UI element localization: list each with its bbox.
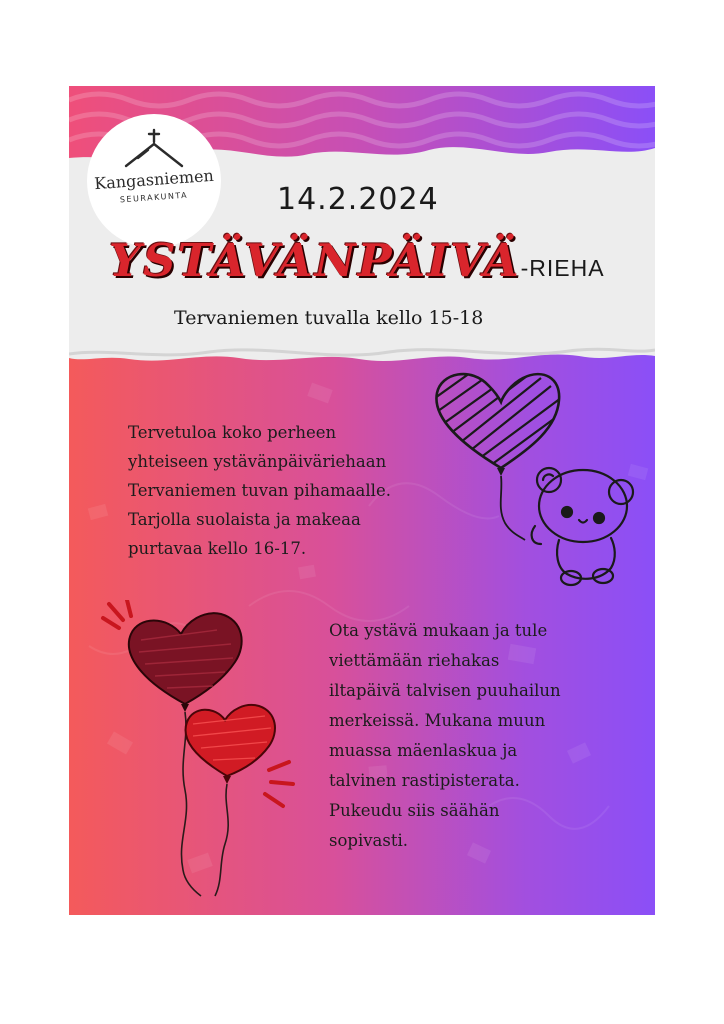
poster — [69, 86, 655, 915]
paragraph-line: Pukeudu siis säähän — [329, 801, 500, 820]
paragraph-line: Ota ystävä mukaan ja tule — [329, 621, 548, 640]
paragraph-line: sopivasti. — [329, 831, 409, 850]
logo-subtitle: SEURAKUNTA — [119, 190, 189, 205]
church-icon — [122, 128, 186, 170]
paragraph-line: muassa mäenlaskua ja — [329, 741, 518, 760]
teddy-bear-icon — [532, 468, 633, 585]
activity-paragraph — [329, 616, 649, 856]
welcome-paragraph — [128, 418, 468, 563]
paragraph-line: Tervaniemen tuvan pihamaalle. — [128, 481, 391, 500]
logo-name: Kangasniemen — [93, 165, 215, 194]
title-row — [109, 234, 605, 287]
paragraph-line: Tarjolla suolaista ja makeaa — [128, 510, 361, 529]
paragraph-line: Tervetuloa koko perheen — [128, 423, 337, 442]
heart-balloon-icon — [431, 368, 646, 588]
paragraph-line: merkeissä. Mukana muun — [329, 711, 546, 730]
event-subtitle: Tervaniemen tuvalla kello 15-18 — [174, 307, 484, 329]
church-logo — [87, 114, 221, 248]
paragraph-line: purtavaa kello 16-17. — [128, 539, 307, 558]
event-title: YSTÄVÄNPÄIVÄ — [109, 234, 521, 287]
paragraph-line: viettämään riehakas — [329, 651, 500, 670]
paragraph-line: iltapäivä talvisen puuhailun — [329, 681, 561, 700]
event-date: 14.2.2024 — [277, 182, 439, 217]
red-heart-balloons-icon — [97, 600, 322, 900]
paragraph-line: talvinen rastipisterata. — [329, 771, 520, 790]
event-title-suffix: -RIEHA — [520, 255, 605, 281]
paragraph-line: yhteiseen ystävänpäiväriehaan — [128, 452, 387, 471]
